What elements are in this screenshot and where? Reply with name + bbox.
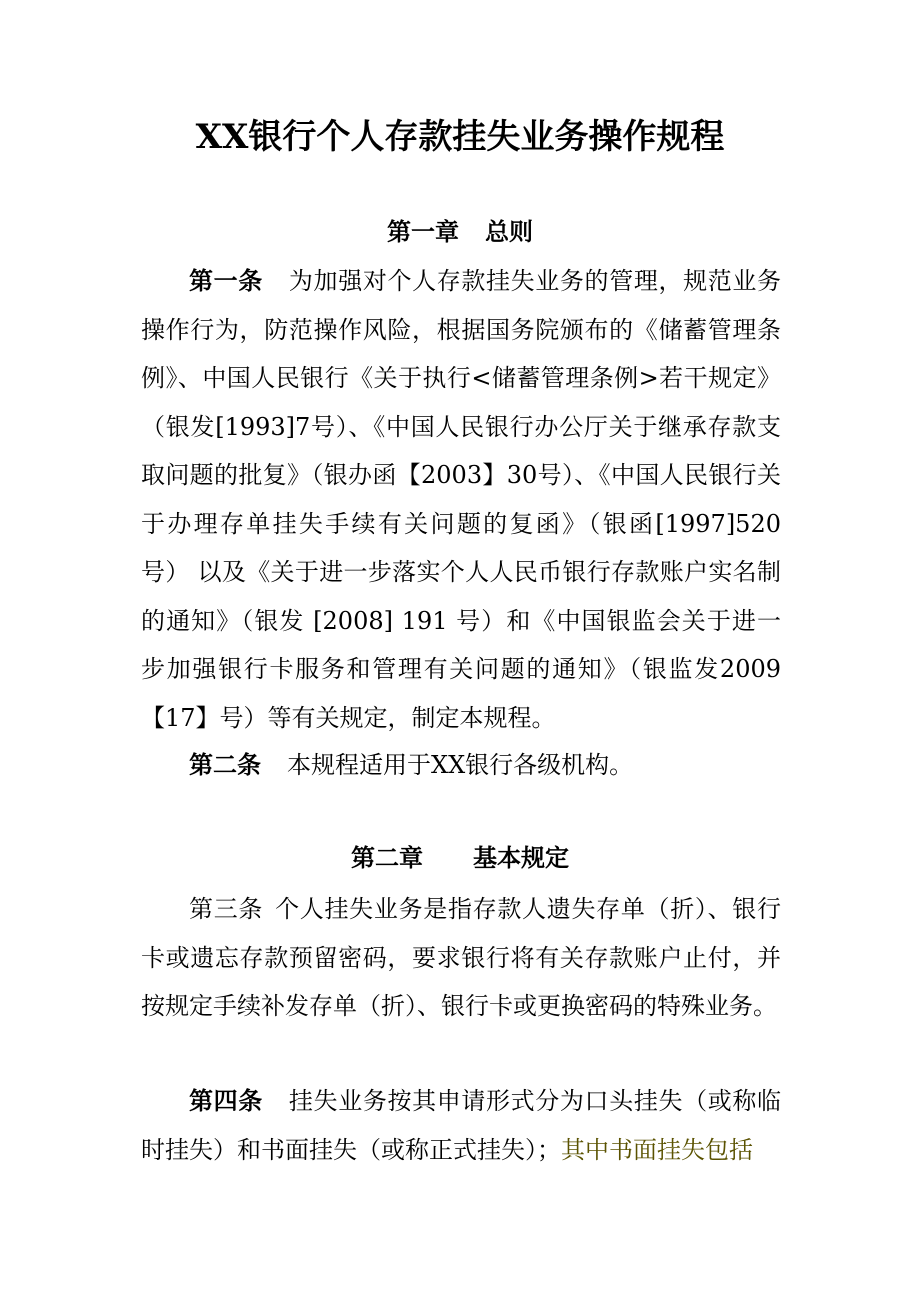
article-2-text: 本规程适用于XX银行各级机构。 [287, 751, 634, 779]
article-2 [141, 741, 781, 790]
article-2-label: 第二条 [189, 750, 261, 779]
article-1-label: 第一条 [189, 266, 263, 295]
article-3-text: 个人挂失业务是指存款人遗失存单（折）、银行卡或遗忘存款预留密码，要求银行将有关存款账户止付，并按规定手续补发存单（折）、银行卡或更换密码的特殊业务。 [141, 895, 782, 1020]
chapter-1-name: 总则 [485, 217, 533, 246]
article-3 [141, 885, 781, 1031]
article-4 [141, 1077, 781, 1174]
chapter-2-name: 基本规定 [473, 843, 569, 872]
article-1-text: 为加强对个人存款挂失业务的管理，规范业务操作行为，防范操作风险，根据国务院颁布的《储蓄管理条例》、中国人民银行《关于执行<储蓄管理条例>若干规定》（银发[1993]7号）、《中国人民银行办公厅关于继承存款支取问题的批复》（银办函【2003】30号）、《中国人民银行关于办理存单挂失手续有关问题的复函》（银函[1997]520号） 以及《关于进一步落实个人人民币银行存款账户实名制的通知》（银发 [2008] 191 号）和《中国银监会关于进一步加强银行卡服务和管理有关问题的通知》（银监发2009【17】号）等有关规定，制定本规程。 [141, 267, 782, 732]
article-3-label: 第三条 [189, 895, 264, 923]
article-4-highlight-text: 其中书面挂失包括 [561, 1135, 753, 1164]
chapter-1-label: 第一章 [387, 217, 459, 246]
chapter-1-heading [0, 214, 920, 250]
chapter-2-heading [0, 840, 920, 876]
article-4-label: 第四条 [189, 1086, 263, 1115]
chapter-2-label: 第二章 [351, 843, 423, 872]
article-1 [141, 257, 781, 742]
article-4-text: 挂失业务按其申请形式分为口头挂失（或称临时挂失）和书面挂失（或称正式挂失）； [141, 1087, 782, 1164]
document-title: XX银行个人存款挂失业务操作规程 [195, 117, 725, 157]
